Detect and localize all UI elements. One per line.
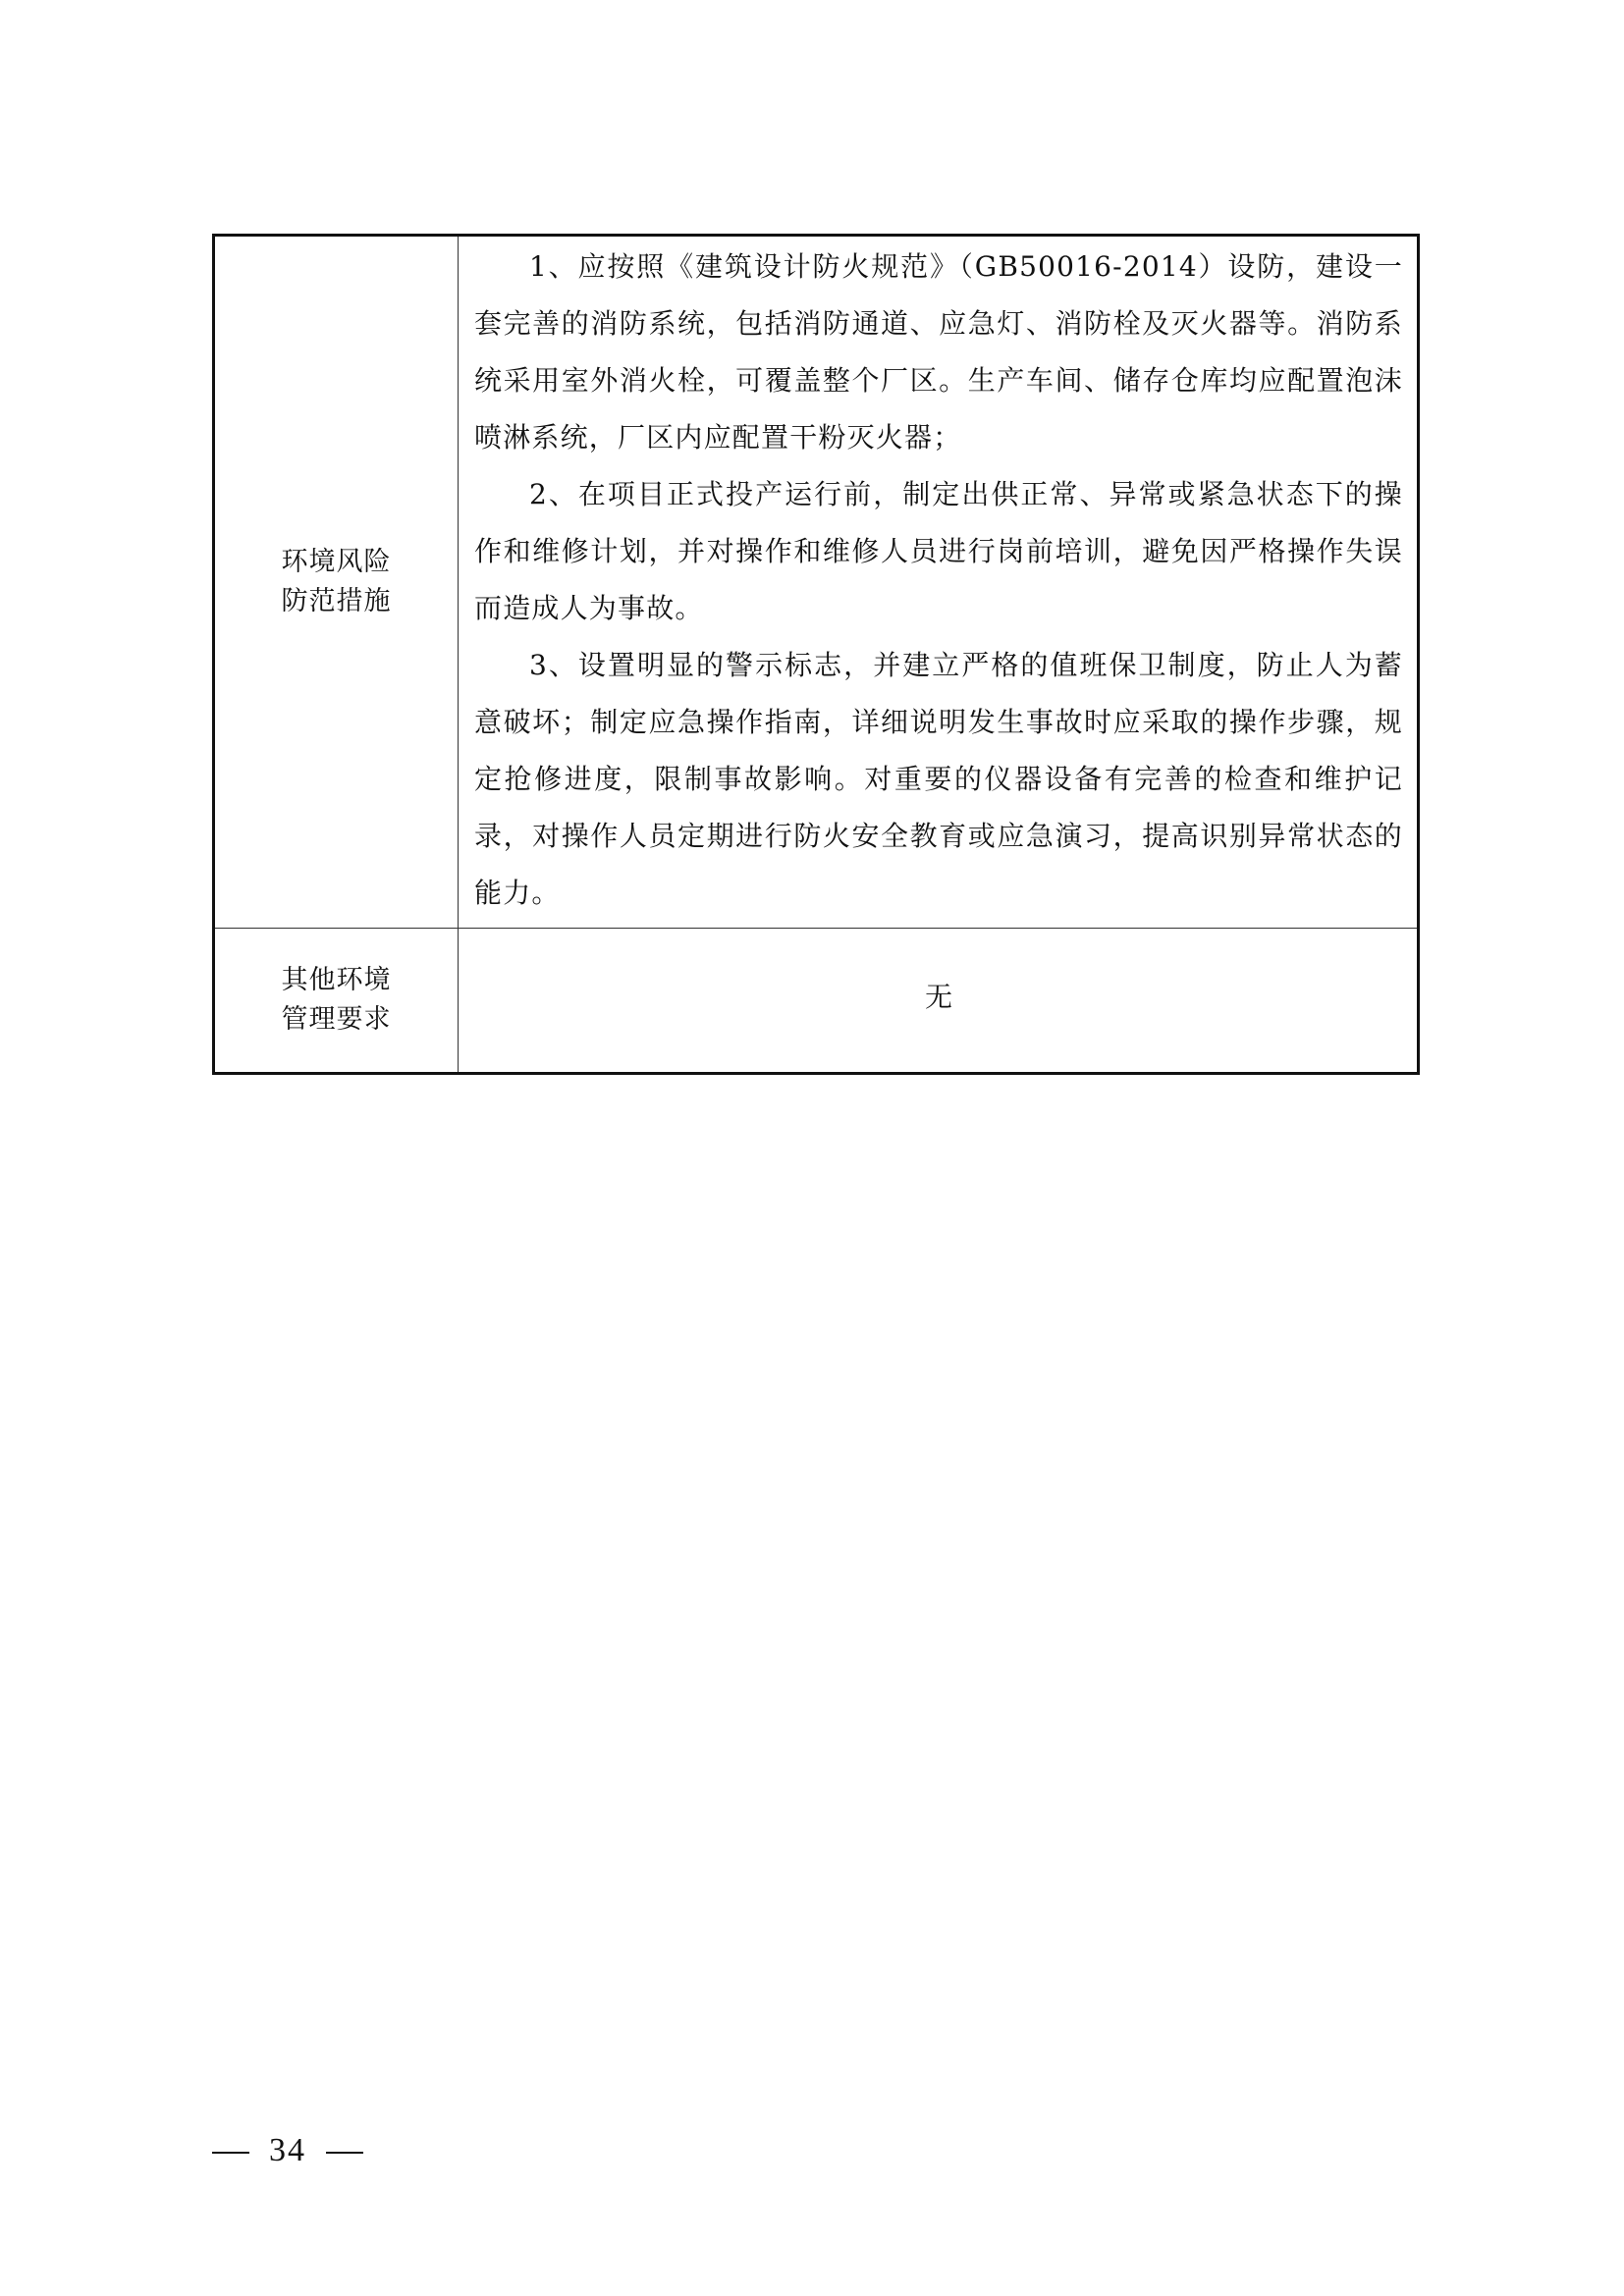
row-label-line: 其他环境 — [281, 965, 392, 995]
other-requirements-content — [459, 929, 1419, 1074]
measure-paragraph-2: 2、在项目正式投产运行前，制定出供正常、异常或紧急状态下的操作和维修计划，并对操作和维修人员进行岗前培训，避免因严格操作失误而造成人为事故。 — [474, 478, 1403, 624]
footer-dash-right — [326, 2152, 363, 2154]
row-label-line: 防范措施 — [281, 586, 392, 616]
none-value: 无 — [924, 981, 952, 1013]
measure-paragraph-1: 1、应按照《建筑设计防火规范》（GB50016-2014）设防，建设一套完善的消防系统，包括消防通道、应急灯、消防栓及灭火器等。消防系统采用室外消火栓，可覆盖整个厂区。生产车间、储存仓库均应配置泡沫喷淋系统，厂区内应配置干粉灭火器； — [474, 250, 1403, 454]
table-row-other-requirements — [214, 929, 1419, 1074]
measure-paragraph-3: 3、设置明显的警示标志，并建立严格的值班保卫制度，防止人为蓄意破坏；制定应急操作指南，详细说明发生事故时应采取的操作步骤，规定抢修进度，限制事故影响。对重要的仪器设备有完善的检查和维护记录，对操作人员定期进行防火安全教育或应急演习，提高识别异常状态的能力。 — [474, 649, 1403, 909]
requirements-table — [212, 234, 1420, 1075]
page-number: 34 — [269, 2132, 306, 2168]
row-label-risk-prevention — [214, 236, 459, 929]
footer-dash-left — [212, 2152, 249, 2154]
table-row-risk-prevention — [214, 236, 1419, 929]
row-label-line: 管理要求 — [281, 1004, 392, 1035]
row-label-line: 环境风险 — [281, 547, 392, 577]
page-footer — [212, 2132, 363, 2169]
risk-prevention-content — [459, 236, 1419, 929]
row-label-other-requirements — [214, 929, 459, 1074]
